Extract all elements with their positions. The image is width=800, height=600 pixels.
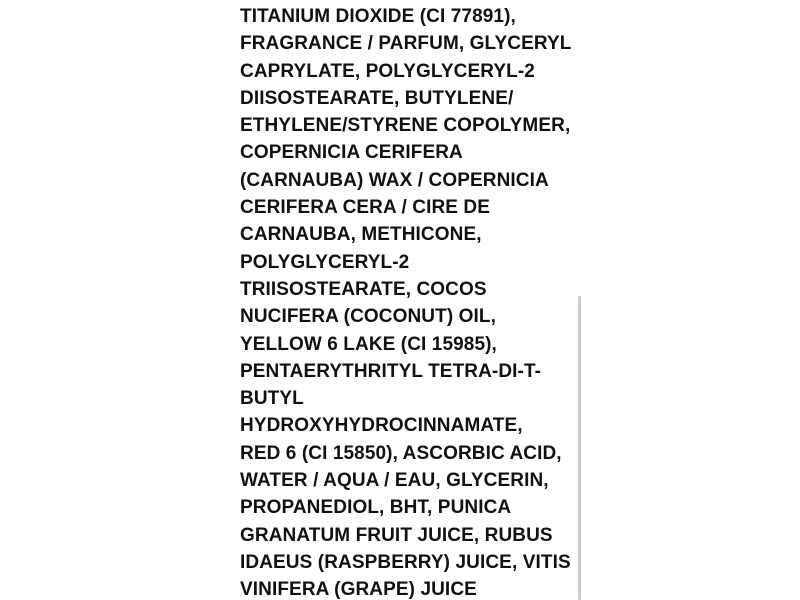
ingredient-line: CERIFERA CERA / CIRE DE xyxy=(240,197,491,219)
ingredient-line: NUCIFERA (COCONUT) OIL, xyxy=(240,306,496,328)
vertical-scrollbar[interactable] xyxy=(578,296,581,600)
ingredient-line: TRIISOSTEARATE, COCOS xyxy=(240,278,487,300)
scrollbar-thumb[interactable] xyxy=(578,296,581,600)
ingredient-line: CAPRYLATE, POLYGLYCERYL-2 xyxy=(240,60,535,82)
ingredient-line: COPERNICIA CERIFERA xyxy=(240,142,463,164)
ingredient-line: PROPANEDIOL, BHT, PUNICA xyxy=(240,497,512,519)
ingredients-list xyxy=(240,3,575,600)
ingredient-line: RED 6 (CI 15850), ASCORBIC ACID, xyxy=(240,442,562,464)
ingredient-line: HYDROXYHYDROCINNAMATE, xyxy=(240,415,523,437)
ingredient-line: VINIFERA (GRAPE) JUICE xyxy=(240,579,477,600)
ingredient-line: BUTYL xyxy=(240,388,304,410)
ingredient-line: POLYGLYCERYL-2 xyxy=(240,251,410,273)
ingredient-line: GRANATUM FRUIT JUICE, RUBUS xyxy=(240,524,553,546)
ingredient-line: YELLOW 6 LAKE (CI 15985), xyxy=(240,333,497,355)
ingredient-line: WATER / AQUA / EAU, GLYCERIN, xyxy=(240,470,549,492)
ingredient-line: IDAEUS (RASPBERRY) JUICE, VITIS xyxy=(240,551,571,573)
ingredient-line: ETHYLENE/STYRENE COPOLYMER, xyxy=(240,115,571,137)
ingredient-line: FRAGRANCE / PARFUM, GLYCERYL xyxy=(240,33,572,55)
ingredient-line: PENTAERYTHRITYL TETRA-DI-T- xyxy=(240,360,542,382)
ingredient-line: (CARNAUBA) WAX / COPERNICIA xyxy=(240,169,549,191)
ingredient-line: CARNAUBA, METHICONE, xyxy=(240,224,482,246)
ingredient-line: DIISOSTEARATE, BUTYLENE/ xyxy=(240,87,514,109)
ingredient-line: TITANIUM DIOXIDE (CI 77891), xyxy=(240,6,516,27)
